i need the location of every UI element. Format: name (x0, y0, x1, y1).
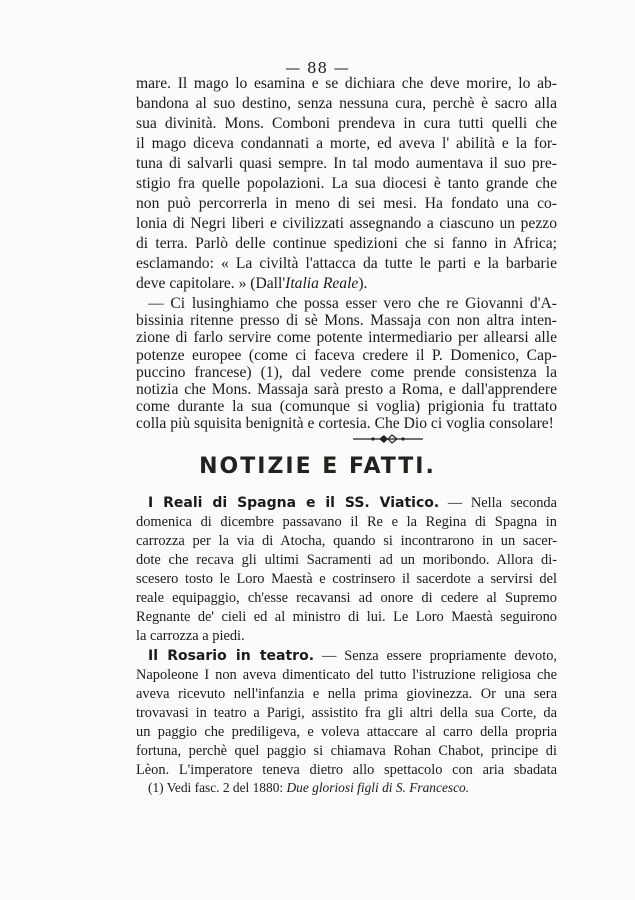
article-title-line: Il Rosario in teatro. — Senza essere propriamente devoto, (148, 648, 557, 664)
text-line: bandona al suo destino, senza nessuna cura, perchè è sacro alla (136, 95, 557, 112)
text-line: non può percorrerla in meno di sei mesi. Ha fondato una co- (136, 195, 557, 212)
text-line: bissinia ritenne presso di sè Mons. Massaja con non altra inten- (136, 312, 557, 330)
text-line: deve capitolare. » (Dall'Italia Reale). (136, 275, 368, 292)
text-line: colla più squisita benignità e cortesia. Che Dio ci voglia consolare! (136, 415, 554, 433)
article-title: I Reali di Spagna e il SS. Viatico. (148, 495, 440, 511)
footnote-italic: Due gloriosi figli di S. Francesco. (286, 780, 470, 795)
text-line: lonia di Negri liberi e civilizzati assegnando a ciascuno un pezzo (136, 215, 557, 232)
article-title-line: I Reali di Spagna e il SS. Viatico. — Nella seconda (148, 495, 557, 511)
ornament-divider-icon (353, 433, 423, 445)
text-line: come durante la sua (comunque si voglia) prigionia fu trattato (136, 398, 557, 416)
text-line: esclamando: « La civiltà l'attacca da tutte le parti e la barbarie (136, 255, 557, 272)
page-number: — 88 — (285, 59, 350, 77)
article-title: Il Rosario in teatro. (148, 648, 315, 664)
text-line: un paggio che prediligeva, e voleva attaccare al carro della propria (136, 724, 557, 740)
text-line: di terra. Parlò delle continue spedizioni che si fanno in Africa; (136, 235, 557, 252)
text-line: tuna di salvarli quasi sempre. In tal modo aumentava il suo pre- (136, 155, 557, 172)
text-line: domenica di dicembre passavano il Re e la Regina di Spagna in (136, 514, 557, 530)
text-line: trovavasi in teatro a Parigi, assistito fra gli altri della sua Corte, da (136, 705, 557, 721)
text-line: dote che recava gli ultimi Sacramenti ad un moribondo. Allora di- (136, 552, 557, 568)
footnote: (1) Vedi fasc. 2 del 1880: Due gloriosi figli di S. Francesco. (148, 780, 470, 795)
text-line: Napoleone I non aveva dimenticato del tutto l'istruzione religiosa che (136, 667, 557, 683)
text-line: Regnante de' cieli ed al ministro di lui. Le Loro Maestà seguirono (136, 609, 557, 625)
text-line: stigio fra quelle popolazioni. La sua diocesi è tanto grande che (136, 175, 557, 192)
text-line: il mago diceva condannati a morte, ed aveva l' abilità e la for- (136, 135, 557, 152)
text-line: la carrozza a piedi. (136, 628, 245, 644)
text-line: reale equipaggio, ch'esse recavansi ad onore di cedere al Supremo (136, 590, 557, 606)
section-heading: NOTIZIE E FATTI. (199, 454, 436, 479)
source-italic: Italia Reale (285, 275, 359, 292)
text-line: zione di farlo servire come potente intermediario per allearsi alle (136, 329, 557, 347)
text-line: potenze europee (come ci faceva credere il P. Domenico, Cap- (136, 346, 557, 364)
text-line: fortuna, perchè quel paggio si chiamava Rohan Chabot, principe di (136, 743, 557, 759)
text-line: — Ci lusinghiamo che possa esser vero che re Giovanni d'A- (148, 295, 557, 312)
text-line: notizia che Mons. Massaja sarà presto a Roma, e dall'apprendere (136, 381, 557, 398)
text-line: sua divinità. Mons. Comboni prendeva in cura tutti quelli che (136, 115, 557, 132)
text-line: scesero tosto le Loro Maestà e costrinsero il sacerdote a servirsi del (136, 571, 557, 587)
text-line: Lèon. L'imperatore teneva dietro allo spettacolo con aria sbadata (136, 762, 557, 778)
text-line: mare. Il mago lo esamina e se dichiara che deve morire, lo ab- (136, 75, 557, 92)
text-line: puccino francese) (1), dal vedere come prende consistenza la (136, 363, 557, 381)
text-line: carrozza per la via di Atocha, quando si incontrarono in un sacer- (136, 533, 557, 549)
text-line: aveva ricevuto nell'infanzia e nella prima giovinezza. Or una sera (136, 686, 557, 702)
